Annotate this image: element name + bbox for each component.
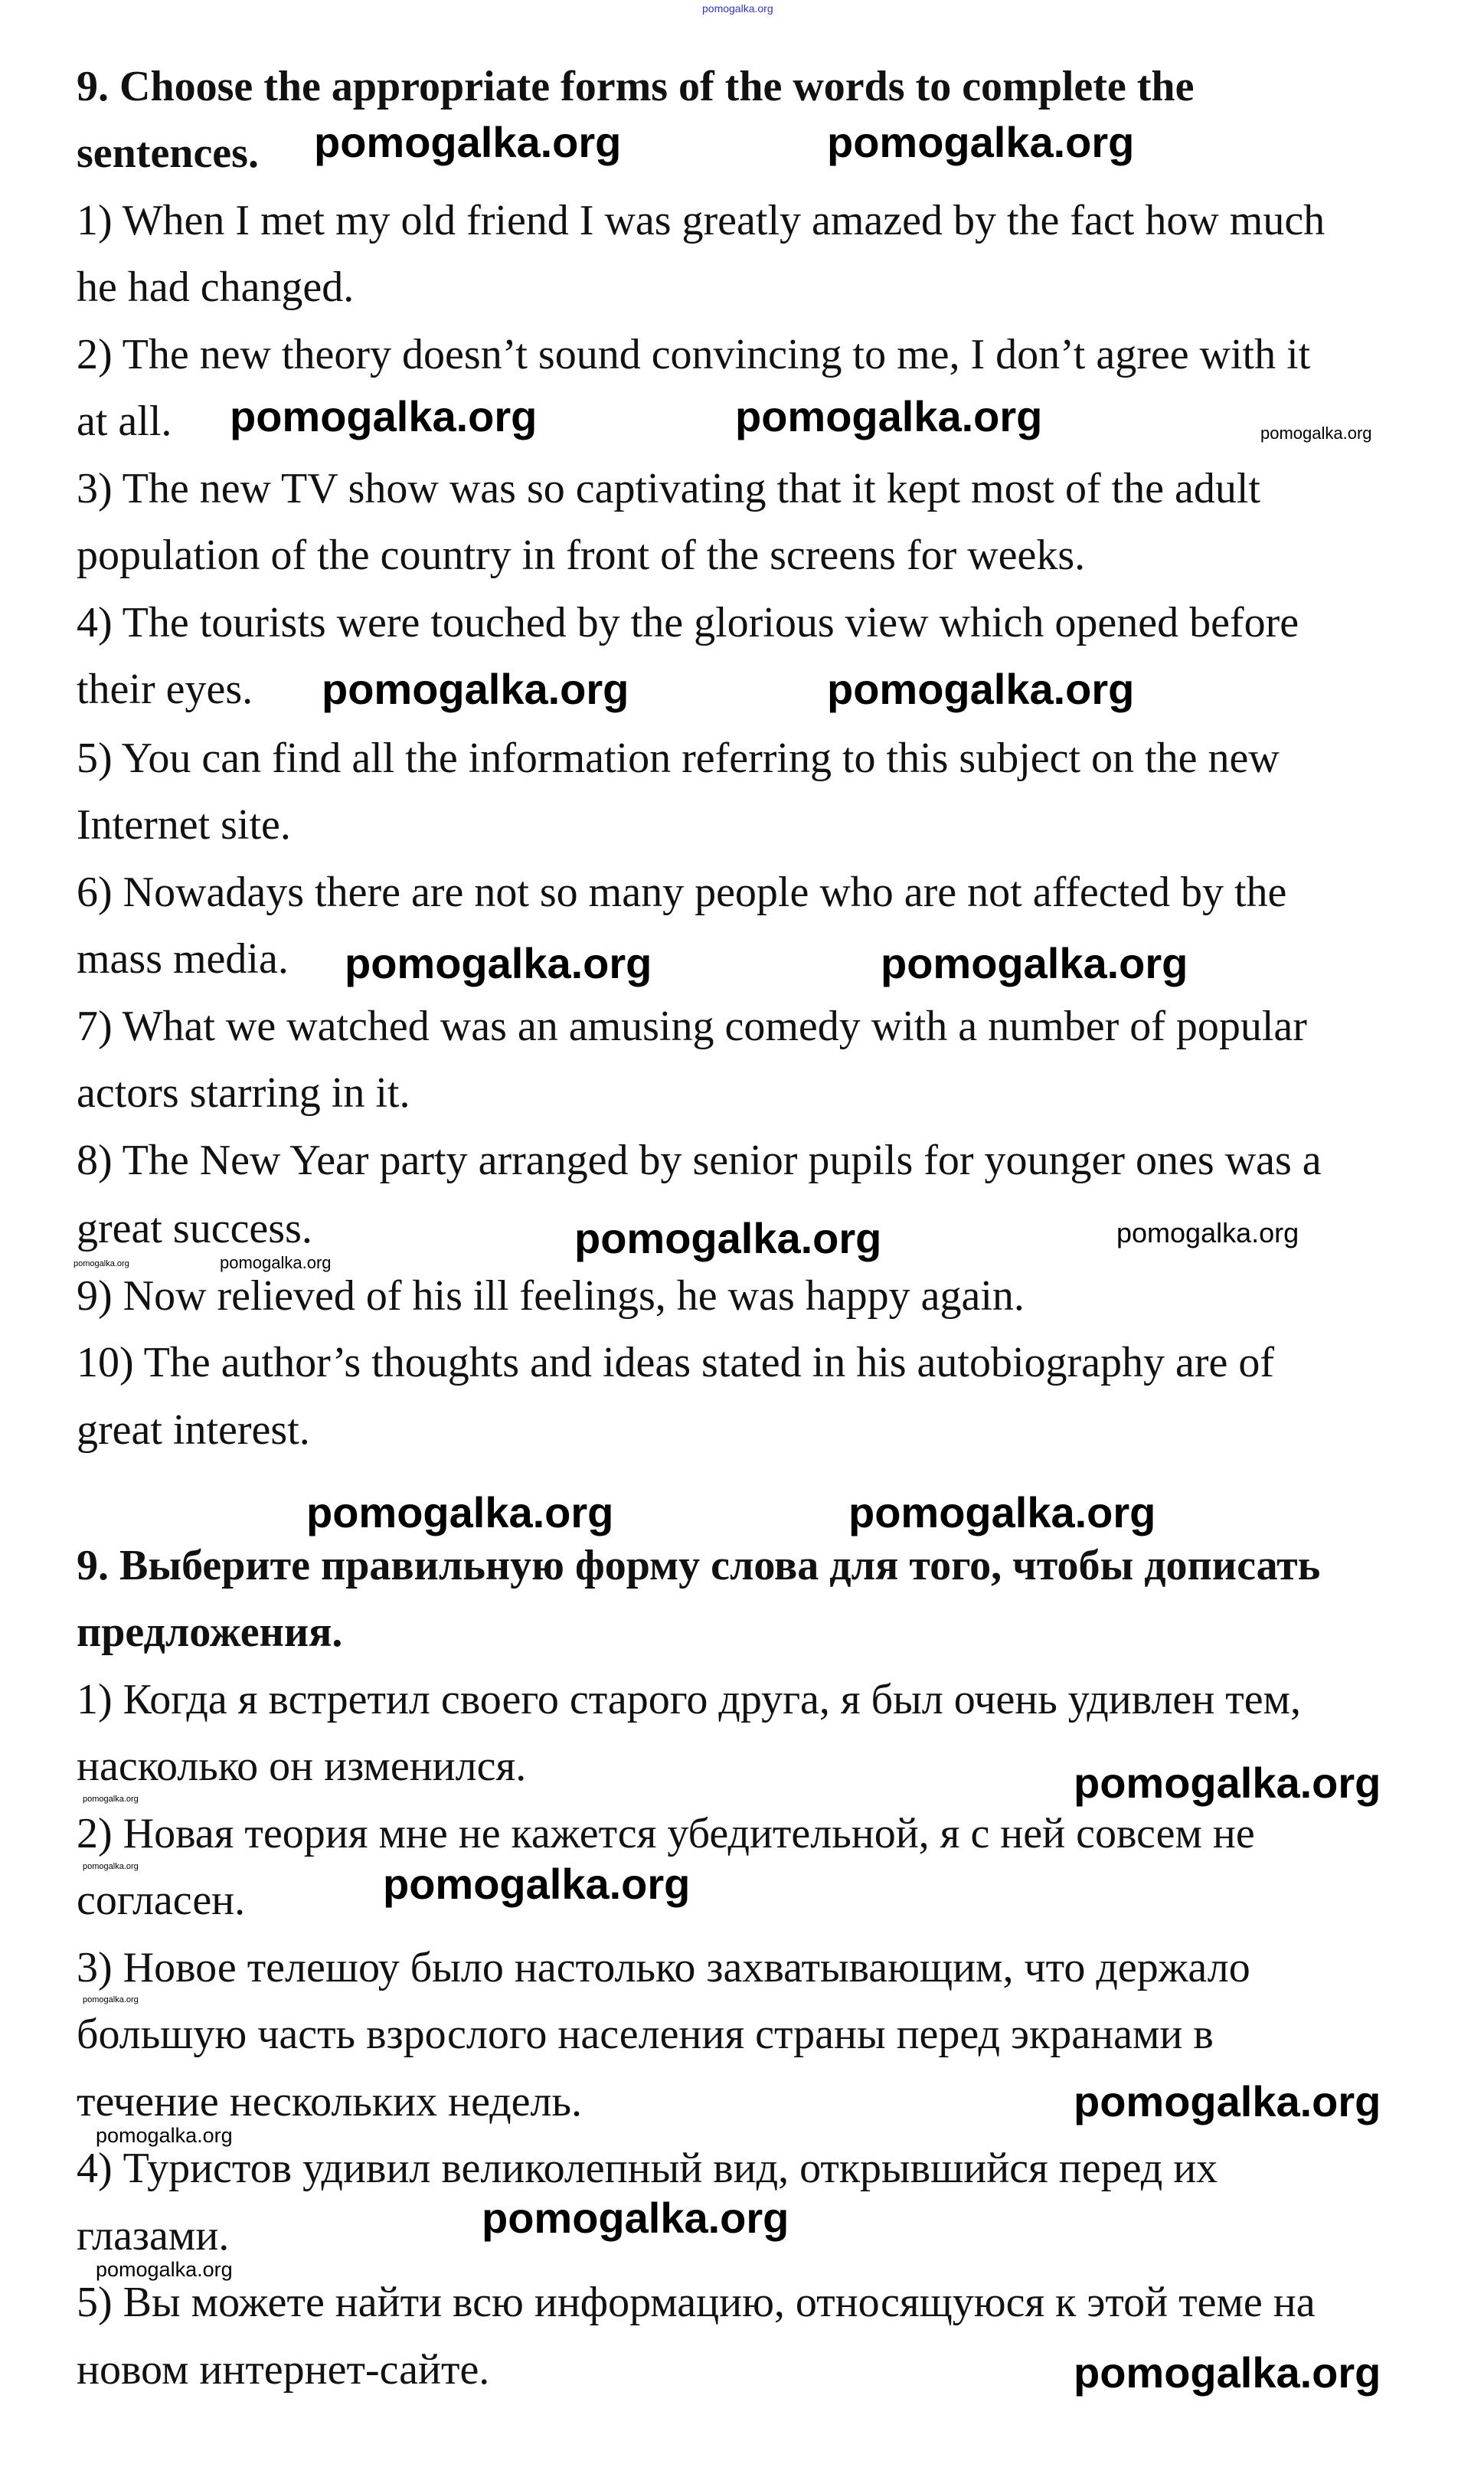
heading-ru: 9. Выберите правильную форму слова для того, чтобы дописать [77, 1542, 1321, 1589]
watermark: pomogalka.org [827, 665, 1135, 713]
text-line: 4) Туристов удивил великолепный вид, открывшийся перед их [77, 2145, 1218, 2192]
text-line: 2) Новая теория мне не кажется убедительной, я с ней совсем не [77, 1810, 1255, 1857]
text-line: 9) Now relieved of his ill feelings, he was happy again. [77, 1272, 1025, 1320]
text-line: 10) The author’s thoughts and ideas stated in his autobiography are of [77, 1339, 1275, 1386]
watermark: pomogalka.org [220, 1253, 332, 1272]
watermark: pomogalka.org [482, 2194, 789, 2242]
heading-en: 9. Choose the appropriate forms of the words to complete the [77, 63, 1195, 110]
watermark: pomogalka.org [848, 1488, 1156, 1536]
text-line: at all. [77, 398, 172, 445]
heading-ru: предложения. [77, 1608, 343, 1656]
text-line: 5) Вы можете найти всю информацию, относящуюся к этой теме на [77, 2279, 1316, 2326]
watermark: pomogalka.org [322, 665, 629, 713]
text-line: 5) You can find all the information referring to this subject on the new [77, 735, 1280, 782]
watermark: pomogalka.org [314, 118, 622, 166]
text-line: 7) What we watched was an amusing comedy with a number of popular [77, 1003, 1307, 1050]
text-line: 6) Nowadays there are not so many people who are not affected by the [77, 869, 1287, 916]
watermark: pomogalka.org [881, 939, 1188, 987]
text-line: 1) Когда я встретил своего старого друга, я был очень удивлен тем, [77, 1676, 1301, 1723]
text-line: согласен. [77, 1877, 246, 1924]
text-line: population of the country in front of the screens for weeks. [77, 532, 1086, 579]
watermark: pomogalka.org [74, 1259, 129, 1268]
watermark: pomogalka.org [702, 2, 773, 15]
watermark: pomogalka.org [735, 392, 1043, 440]
text-line: actors starring in it. [77, 1069, 410, 1117]
watermark: pomogalka.org [306, 1488, 614, 1536]
watermark: pomogalka.org [83, 1862, 139, 1871]
watermark: pomogalka.org [574, 1214, 882, 1262]
text-line: mass media. [77, 935, 289, 983]
watermark: pomogalka.org [345, 939, 652, 987]
watermark: pomogalka.org [1260, 424, 1372, 443]
watermark: pomogalka.org [96, 2124, 233, 2147]
watermark: pomogalka.org [96, 2258, 233, 2281]
text-line: новом интернет-сайте. [77, 2346, 490, 2394]
text-line: 3) The new TV show was so captivating that it kept most of the adult [77, 465, 1260, 512]
text-line: глазами. [77, 2212, 230, 2260]
text-line: 3) Новое телешоу было настолько захватывающим, что держало [77, 1944, 1250, 1991]
watermark: pomogalka.org [1074, 2348, 1381, 2397]
text-line: Internet site. [77, 801, 291, 849]
text-line: great success. [77, 1205, 312, 1252]
watermark: pomogalka.org [1116, 1217, 1299, 1248]
text-line: течение нескольких недель. [77, 2078, 583, 2125]
watermark: pomogalka.org [383, 1860, 691, 1908]
heading-en: sentences. [77, 129, 259, 177]
text-line: their eyes. [77, 666, 253, 713]
watermark: pomogalka.org [230, 392, 538, 440]
text-line: he had changed. [77, 263, 355, 311]
text-line: 4) The tourists were touched by the glorious view which opened before [77, 599, 1299, 646]
watermark: pomogalka.org [1074, 1759, 1381, 1807]
text-line: 8) The New Year party arranged by senior pupils for younger ones was a [77, 1137, 1322, 1184]
watermark: pomogalka.org [827, 118, 1135, 166]
text-line: great interest. [77, 1406, 310, 1454]
text-line: большую часть взрослого населения страны перед экранами в [77, 2011, 1214, 2058]
watermark: pomogalka.org [83, 1995, 139, 2004]
watermark: pomogalka.org [1074, 2077, 1381, 2125]
text-line: 1) When I met my old friend I was greatly amazed by the fact how much [77, 197, 1325, 244]
text-line: насколько он изменился. [77, 1743, 527, 1790]
watermark: pomogalka.org [83, 1795, 139, 1804]
text-line: 2) The new theory doesn’t sound convincing to me, I don’t agree with it [77, 331, 1311, 378]
